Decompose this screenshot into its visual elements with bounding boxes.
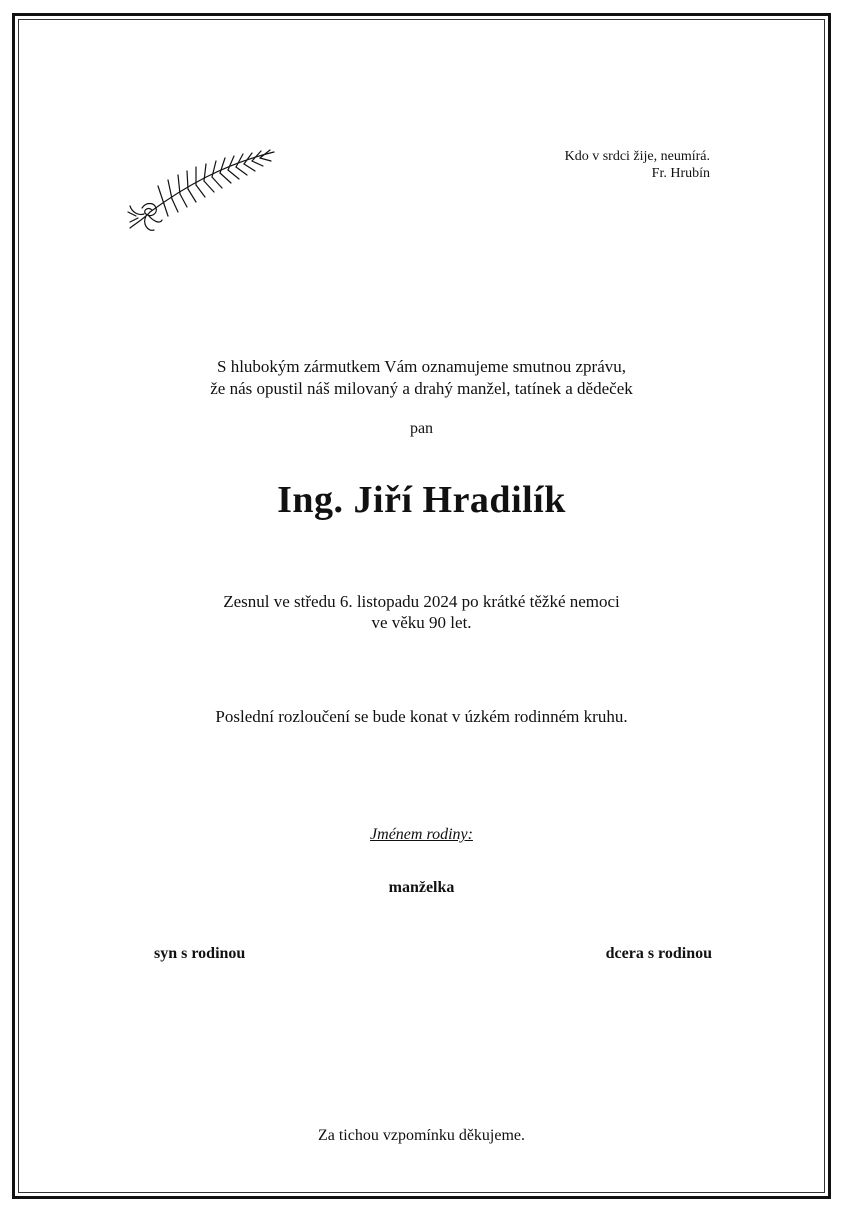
- announcement-line-1: S hlubokým zármutkem Vám oznamujeme smutnou zprávu,: [216, 357, 627, 376]
- death-details: [0, 591, 843, 633]
- epigraph: [565, 148, 710, 182]
- honorific: pan: [409, 420, 434, 437]
- palm-branch-icon: [124, 142, 284, 238]
- death-line-2: ve věku 90 let.: [371, 613, 472, 632]
- announcement-text: [0, 356, 843, 400]
- deceased-name: Ing. Jiří Hradilík: [277, 479, 566, 521]
- quote-text: Kdo v srdci žije, neumírá.: [564, 149, 710, 164]
- announcement-line-2: že nás opustil náš milovaný a drahý manžel, tatínek a dědeček: [210, 379, 633, 398]
- signature-wife: manželka: [388, 879, 455, 896]
- signature-daughter: dcera s rodinou: [605, 945, 712, 962]
- signature-son: syn s rodinou: [154, 945, 246, 962]
- quote-author: Fr. Hrubín: [651, 166, 710, 181]
- family-heading: Jménem rodiny:: [370, 826, 473, 843]
- death-line-1: Zesnul ve středu 6. listopadu 2024 po krátké těžké nemoci: [223, 592, 620, 611]
- farewell-note: Poslední rozloučení se bude konat v úzkém rodinném kruhu.: [215, 707, 628, 726]
- closing-thanks: Za tichou vzpomínku děkujeme.: [317, 1127, 526, 1144]
